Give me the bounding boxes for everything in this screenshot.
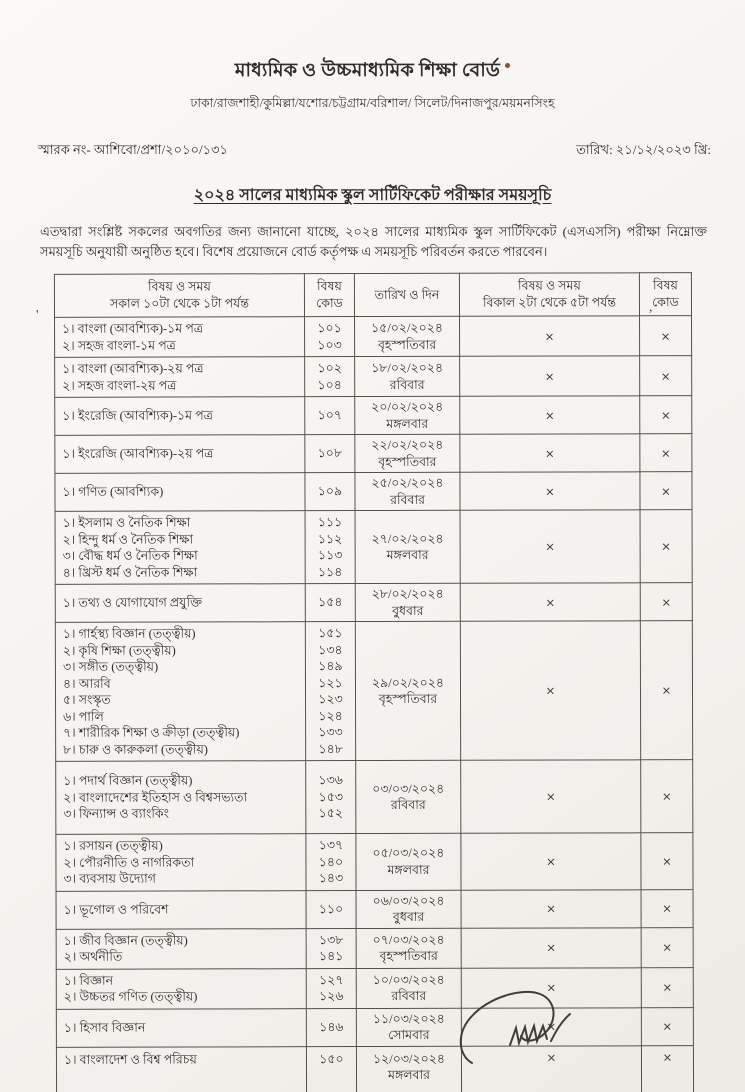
subject-code: ১০৯ — [317, 484, 343, 499]
subject-code: ১৩৮ — [318, 932, 344, 947]
header-morning-line2: সকাল ১০টা থেকে ১টা পর্যন্ত — [110, 296, 249, 311]
exam-date: ১৮/০২/২০২৪ — [371, 360, 444, 376]
red-dot-mark — [505, 63, 510, 68]
afternoon-code-cell: × — [641, 967, 693, 1007]
header-code2-line1: বিষয় — [653, 278, 678, 293]
board-name-text: মাধ্যমিক ও উচ্চমাধ্যমিক শিক্ষা বোর্ড — [234, 60, 501, 81]
subject-code-cell — [306, 1008, 356, 1046]
schedule-title: ২০২৪ সালের মাধ্যমিক স্কুল সার্টিফিকেট পরীক্ষার সময়সূচি — [193, 187, 552, 204]
subject-line: ১। বাংলা (আবশ্যিক)-২য় পত্র — [62, 361, 204, 376]
exam-day: বৃহস্পতিবার — [378, 691, 438, 706]
afternoon-code-cell: × — [641, 889, 693, 927]
exam-day: রবিবার — [390, 797, 426, 812]
subject-code-cell — [305, 584, 355, 622]
subject-code-cell — [305, 435, 355, 473]
subject-code: ১১০ — [318, 901, 344, 916]
subject-code-cell — [306, 968, 356, 1008]
exam-day: বৃহস্পতিবার — [379, 948, 438, 963]
afternoon-cell: × — [460, 396, 640, 434]
table-row — [55, 583, 692, 623]
exam-day: রবিবার — [389, 377, 425, 392]
exam-day: বৃহস্পতিবার — [378, 454, 437, 469]
subject-cell — [55, 397, 305, 436]
schedule-header — [54, 273, 691, 318]
date-day-cell — [356, 928, 461, 968]
subject-code: ১২৩ — [318, 692, 343, 707]
memo-row — [38, 141, 711, 162]
subject-code: ১০৩ — [317, 337, 342, 352]
scan-speck-row1: , — [649, 300, 653, 315]
subject-line: ৩। ব্যবসায় উদ্যোগ — [63, 871, 156, 886]
subject-cell — [55, 584, 305, 623]
subject-code: ১৩৩ — [318, 725, 343, 740]
exam-date: ২৫/০২/২০২৪ — [371, 475, 444, 491]
subject-code: ১৩৭ — [318, 838, 344, 853]
exam-date: ০৬/০৩/২০২৪ — [372, 893, 445, 908]
exam-day: বৃহস্পতিবার — [377, 337, 437, 352]
afternoon-cell: × — [460, 434, 640, 472]
exam-date: ০৫/০৩/২০২৪ — [372, 846, 445, 861]
subject-cell — [56, 1008, 306, 1047]
date-day-cell — [356, 890, 461, 928]
header-date-day — [354, 273, 459, 316]
afternoon-code-cell: × — [640, 510, 692, 583]
table-row — [56, 1007, 693, 1047]
date-day-cell — [356, 1046, 461, 1092]
subject-code: ১৫২ — [318, 806, 344, 821]
subject-code: ১১৪ — [317, 564, 343, 579]
exam-date: ১১/০৩/২০২৪ — [372, 1011, 445, 1026]
date-day-cell — [356, 968, 461, 1008]
exam-date: ০৭/০৩/২০২৪ — [372, 932, 445, 947]
memo-date: তারিখ: ২১/১২/২০২৩ খ্রি: — [576, 142, 711, 157]
subject-code-cell — [306, 890, 356, 928]
subject-code: ১০২ — [317, 361, 342, 376]
subject-code-cell — [305, 357, 355, 397]
table-row — [56, 967, 693, 1009]
subject-code: ১১২ — [317, 531, 343, 546]
subject-code: ১০৮ — [317, 446, 343, 461]
subject-code: ১৩৬ — [318, 773, 343, 788]
subject-line: ৭। শারীরিক শিক্ষা ও ক্রীড়া (তত্ত্বীয়) — [63, 725, 240, 740]
afternoon-code-cell: × — [641, 927, 693, 967]
afternoon-cell: × — [460, 316, 640, 356]
subject-code-cell — [306, 834, 356, 891]
table-row — [55, 621, 692, 762]
date-day-cell — [355, 434, 460, 472]
subject-code: ১৪৮ — [318, 741, 343, 756]
exam-day: বুধবার — [392, 603, 424, 618]
header-row — [54, 273, 691, 318]
header-code1-line1: বিষয় — [317, 279, 342, 294]
date-day-cell — [355, 621, 460, 760]
afternoon-code-cell: × — [640, 621, 692, 760]
subject-line: ৩। বৌদ্ধ ধর্ম ও নৈতিক শিক্ষা — [62, 548, 198, 563]
exam-date: ০৩/০৩/২০২৪ — [372, 781, 445, 796]
subject-code-cell — [305, 622, 355, 761]
subject-code: ১০৪ — [317, 377, 342, 392]
subject-cell — [56, 761, 306, 835]
afternoon-cell: × — [460, 472, 640, 510]
exam-day: মঙ্গলবার — [387, 862, 430, 877]
subject-code: ১২৬ — [319, 989, 344, 1004]
subject-line: ৪। আরবি — [62, 676, 111, 691]
header-afternoon-subject — [459, 273, 639, 316]
subject-line: ৫। সংস্কৃত — [63, 692, 111, 707]
subject-line: ১। পদার্থ বিজ্ঞান (তত্ত্বীয়) — [63, 773, 193, 789]
exam-day: মঙ্গলবার — [386, 547, 429, 562]
table-row — [56, 833, 693, 891]
subject-cell — [55, 317, 305, 358]
board-regions: ঢাকা/রাজশাহী/কুমিল্লা/যশোর/চট্টগ্রাম/বরিশাল/ সিলেট/দিনাজপুর/ময়মনসিংহ — [190, 96, 555, 110]
date-day-cell — [356, 760, 461, 833]
exam-day: মঙ্গলবার — [386, 416, 429, 431]
exam-day: মঙ্গলবার — [387, 1067, 431, 1082]
afternoon-code-cell: × — [640, 434, 692, 472]
notice-paragraph: এতদ্বারা সংশ্লিষ্ট সকলের অবগতির জন্য জানানো যাচ্ছে, ২০২৪ সালের মাধ্যমিক স্কুল সার্টিফিকেট (এসএসসি) পরীক্ষা নিম্নোক্ত সময়সূচি অনুযায়ী অনুষ্ঠিত হবে। বিশেষ প্রয়োজনে বোর্ড কর্তৃপক্ষ এ সময়সূচি পরিবর্তন করতে পারবেন। — [40, 224, 707, 259]
subject-line: ২। সহজ বাংলা-১ম পত্র — [62, 338, 176, 353]
subject-cell — [55, 473, 305, 512]
afternoon-code-cell: × — [641, 833, 693, 890]
subject-code-cell — [305, 511, 355, 584]
afternoon-cell: × — [460, 510, 640, 583]
subject-code-cell — [305, 473, 355, 511]
table-row — [55, 316, 692, 358]
afternoon-code-cell: × — [640, 316, 692, 356]
afternoon-code-cell: × — [640, 356, 692, 396]
header-afternoon-line2: বিকাল ২টা থেকে ৫টা পর্যন্ত — [482, 295, 617, 310]
exam-date: ২৯/০২/২০২৪ — [371, 675, 444, 690]
subject-line: ১। বাংলা (আবশ্যিক)-১ম পত্র — [62, 321, 204, 336]
exam-date: ২৮/০২/২০২৪ — [371, 586, 444, 602]
subject-line: ১। ইংরেজি (আবশ্যিক)-১ম পত্র — [62, 408, 213, 424]
subject-line: ১। জীব বিজ্ঞান (তত্ত্বীয়) — [63, 932, 188, 948]
table-row — [56, 1045, 693, 1092]
subject-code: ১১১ — [317, 515, 343, 530]
subject-cell — [55, 357, 305, 398]
afternoon-cell: × — [461, 1045, 641, 1092]
memo-number: স্মারক নং- আশিবো/প্রশা/২০১০/১৩১ — [38, 142, 228, 157]
subject-code-cell — [305, 317, 355, 357]
subject-line: ২। উচ্চতর গণিত (তত্ত্বীয়) — [63, 989, 198, 1004]
subject-line: ১। হিসাব বিজ্ঞান — [63, 1020, 146, 1035]
date-day-cell — [355, 510, 460, 583]
subject-line: ১। গার্হস্থ্য বিজ্ঞান (তত্ত্বীয়) — [62, 626, 196, 641]
header-subject-code-1 — [304, 274, 354, 317]
subject-line: ১। বিজ্ঞান — [63, 973, 114, 988]
date-day-cell — [355, 583, 460, 621]
exam-date: ১৫/০২/২০২৪ — [371, 320, 444, 336]
subject-code: ১৪০ — [318, 854, 344, 869]
subject-line: ৩। সঙ্গীত (তত্ত্বীয়) — [62, 659, 159, 674]
signature-scribble — [458, 983, 593, 1078]
subject-code: ১০৭ — [317, 408, 342, 423]
exam-day: সোমবার — [388, 1027, 430, 1042]
subject-code-cell — [306, 928, 356, 968]
date-day-cell — [355, 396, 460, 434]
subject-line: ১। তথ্য ও যোগাযোগ প্রযুক্তি — [62, 595, 203, 611]
exam-date: ১২/০৩/২০২৪ — [372, 1051, 445, 1066]
exam-day: রবিবার — [391, 988, 427, 1003]
subject-code: ১২৭ — [319, 972, 344, 987]
scan-speck-left: ' — [36, 308, 39, 323]
subject-line: ২। অর্থনীতি — [63, 949, 123, 964]
subject-code: ১৪৬ — [319, 1019, 344, 1034]
exam-date: ২২/০২/২০২৪ — [371, 437, 444, 453]
subject-code: ১৪৯ — [318, 659, 343, 674]
header-subject-code-2 — [639, 273, 691, 316]
exam-day: রবিবার — [390, 492, 425, 507]
subject-line: ২। কৃষি শিক্ষা (তত্ত্বীয়) — [62, 643, 176, 658]
afternoon-cell: × — [461, 1007, 641, 1045]
exam-day: বুধবার — [392, 909, 425, 924]
subject-code-cell — [306, 761, 356, 834]
table-row — [55, 356, 692, 398]
subject-line: ১। ভূগোল ও পরিবেশ — [63, 902, 169, 917]
subject-cell — [55, 511, 305, 585]
subject-code: ১৫০ — [319, 1051, 344, 1066]
schedule-tbody — [55, 316, 694, 1092]
subject-line: ২। সহজ বাংলা-২য় পত্র — [62, 378, 177, 393]
subject-line: ১। গণিত (আবশ্যিক) — [62, 484, 164, 500]
afternoon-cell: × — [461, 927, 641, 967]
afternoon-code-cell: × — [641, 760, 693, 833]
subject-code: ১২৪ — [318, 708, 343, 723]
afternoon-code-cell: × — [641, 1045, 693, 1092]
table-row — [55, 510, 692, 585]
exam-date: ২০/০২/২০২৪ — [371, 399, 444, 415]
afternoon-cell: × — [461, 967, 641, 1007]
subject-code: ১১৩ — [317, 548, 343, 563]
subject-code-cell — [305, 397, 355, 435]
subject-code: ১৪৩ — [318, 871, 344, 886]
afternoon-cell: × — [460, 583, 640, 621]
header-date-line1: তারিখ ও দিন — [374, 287, 440, 302]
date-day-cell — [355, 356, 460, 396]
header-morning-subject — [54, 274, 304, 318]
afternoon-cell: × — [460, 621, 640, 760]
table-row — [55, 434, 692, 474]
subject-code: ১৫১ — [318, 626, 343, 641]
subject-line: ১। বাংলাদেশ ও বিশ্ব পরিচয় — [63, 1051, 197, 1067]
subject-line: ৩। ফিন্যান্স ও ব্যাংকিং — [63, 806, 170, 822]
subject-code-cell — [306, 1046, 356, 1092]
table-row — [56, 889, 693, 929]
subject-cell — [56, 928, 306, 969]
subject-line: ১। রসায়ন (তত্ত্বীয়) — [63, 838, 163, 853]
afternoon-code-cell: × — [640, 396, 692, 434]
header-morning-line1: বিষয় ও সময় — [148, 279, 211, 294]
afternoon-cell: × — [460, 356, 640, 396]
afternoon-cell: × — [461, 760, 641, 833]
subject-line: ২। বাংলাদেশের ইতিহাস ও বিশ্বসভ্যতা — [63, 790, 248, 805]
subject-code: ১৪১ — [319, 949, 344, 964]
subject-code: ১৫৪ — [318, 595, 343, 610]
date-day-cell — [356, 833, 461, 890]
afternoon-code-cell: × — [640, 583, 692, 621]
date-day-cell — [355, 472, 460, 510]
afternoon-cell: × — [461, 833, 641, 890]
header-code2-line2: কোড — [652, 295, 679, 310]
afternoon-code-cell: × — [641, 1007, 693, 1045]
exam-schedule-table — [54, 272, 694, 1092]
subject-code: ১৫৩ — [318, 789, 343, 804]
subject-cell — [56, 1046, 306, 1092]
table-row — [55, 472, 692, 512]
subject-cell — [56, 834, 306, 891]
header-code1-line2: কোড — [316, 296, 343, 311]
subject-line: ২। পৌরনীতি ও নাগরিকতা — [63, 854, 195, 870]
header-afternoon-line1: বিষয় ও সময় — [518, 278, 581, 293]
subject-line: ২। হিন্দু ধর্ম ও নৈতিক শিক্ষা — [62, 531, 194, 547]
subject-line: ৪। খ্রিস্ট ধর্ম ও নৈতিক শিক্ষা — [62, 564, 198, 580]
board-name — [0, 0, 745, 88]
table-row — [56, 927, 693, 969]
subject-line: ৮। চারু ও কারুকলা (তত্ত্বীয়) — [63, 741, 208, 757]
subject-cell — [56, 890, 306, 929]
subject-line: ১। ইসলাম ও নৈতিক শিক্ষা — [62, 515, 191, 530]
date-day-cell — [355, 316, 460, 356]
table-row — [55, 396, 692, 436]
subject-line: ১। ইংরেজি (আবশ্যিক)-২য় পত্র — [62, 446, 214, 462]
subject-code: ১০১ — [317, 321, 342, 336]
table-row — [56, 760, 693, 835]
subject-cell — [55, 622, 305, 762]
exam-date: ২৭/০২/২০২৪ — [371, 531, 444, 546]
exam-date: ১০/০৩/২০২৪ — [372, 972, 445, 987]
afternoon-code-cell: × — [640, 472, 692, 510]
subject-code: ১৩৪ — [318, 642, 343, 657]
date-day-cell — [356, 1008, 461, 1046]
subject-cell — [56, 968, 306, 1009]
afternoon-cell: × — [461, 889, 641, 927]
subject-code: ১২১ — [318, 675, 343, 690]
subject-line: ৬। পালি — [63, 709, 104, 724]
subject-cell — [55, 435, 305, 474]
